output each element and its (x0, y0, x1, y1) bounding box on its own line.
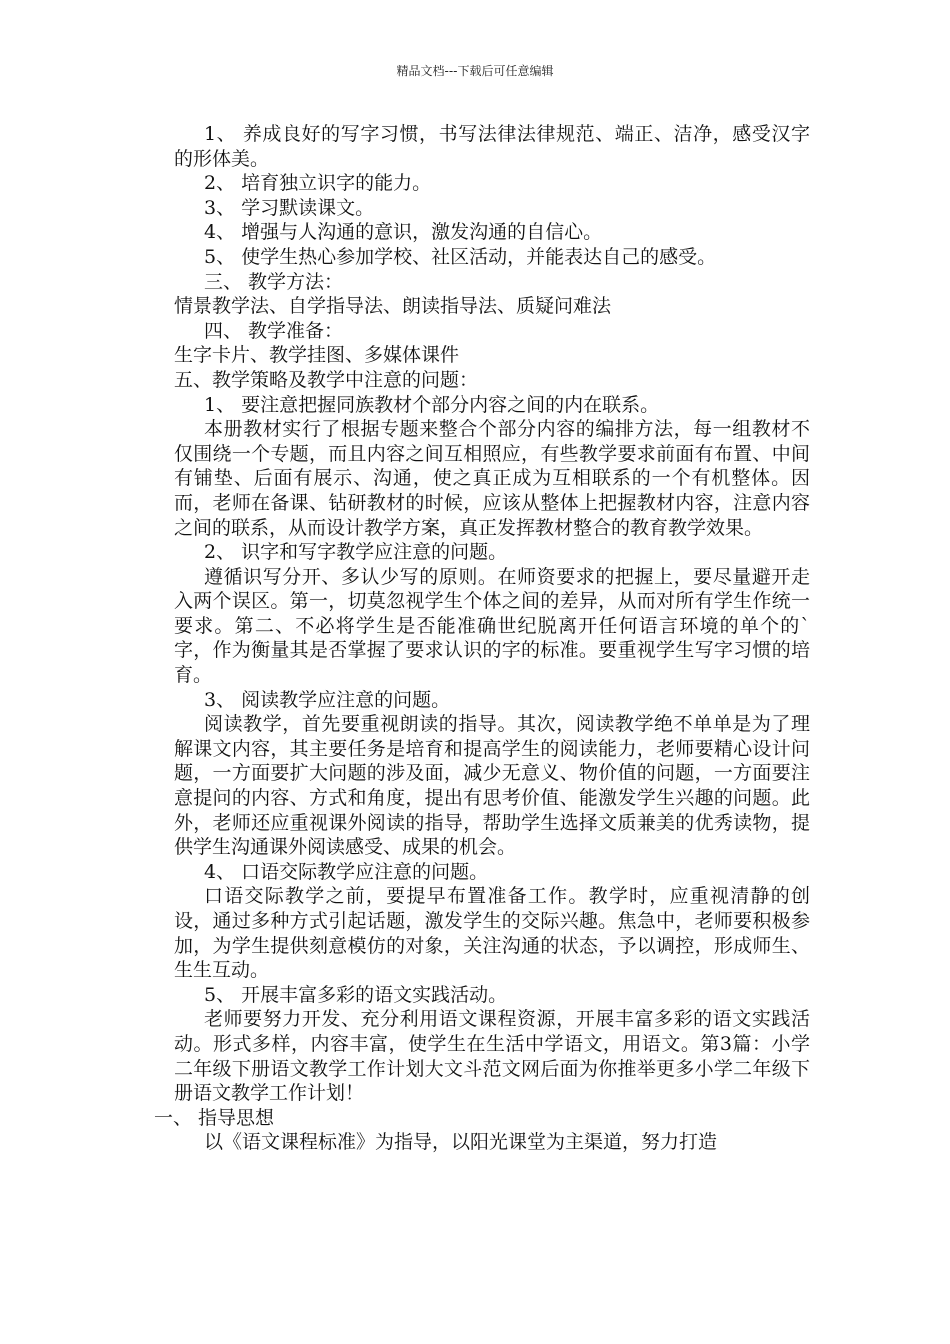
document-body (154, 122, 810, 1155)
objective-5: 5、 使学生热心参加学校、社区活动，并能表达自己的感受。 (204, 245, 717, 268)
objective-3: 3、 学习默读课文。 (204, 196, 375, 219)
strategy-4-text: 口语交际教学之前，要提早布置准备工作。教学时，应重视清静的创设，通过多种方式引起话题，激发学生的交际兴趣。焦急中，老师要积极参加，为学生提供刻意模仿的对象，关注沟通的状态，予以调控，形成师生、生生互动。 (174, 885, 810, 982)
objective-1: 1、 养成良好的写字习惯，书写法律法律规范、端正、洁净，感受汉字的形体美。 (174, 123, 810, 170)
objective-4: 4、 增强与人沟通的意识，激发沟通的自信心。 (204, 221, 603, 244)
strategy-3-heading: 3、 阅读教学应注意的问题。 (204, 688, 451, 711)
strategy-2-text: 遵循识写分开、多认少写的原则。在师资要求的把握上，要尽量避开走入两个误区。第一，切莫忽视学生个体之间的差异，从而对所有学生作统一要求。第二、不必将学生是否能准确世纪脱离开任何语言环境的单个的`字，作为衡量其是否掌握了要求认识的字的标准。要重视学生写字习惯的培育。 (174, 565, 810, 687)
guiding-ideology-text: 以《语文课程标准》为指导，以阳光课堂为主渠道，努力打造 (204, 1131, 718, 1154)
section-heading-methods: 三、 教学方法： (204, 270, 344, 293)
strategy-4-heading: 4、 口语交际教学应注意的问题。 (204, 860, 489, 883)
objective-2: 2、 培育独立识字的能力。 (204, 172, 432, 195)
strategy-5-text: 老师要努力开发、充分利用语文课程资源，开展丰富多彩的语文实践活动。形式多样，内容丰富，使学生在生活中学语文，用语文。第3篇：小学二年级下册语文教学工作计划大文斗范文网后面为你推举更多小学二年级下册语文教学工作计划！ (174, 1008, 810, 1105)
section-heading-guiding-ideology: 一、 指导思想 (154, 1106, 275, 1129)
section-heading-strategies: 五、教学策略及教学中注意的问题： (174, 368, 479, 391)
preparation-text: 生字卡片、教学挂图、多媒体课件 (174, 344, 460, 367)
page-header: 精品文档---下载后可任意编辑 (396, 64, 554, 78)
strategy-1-heading: 1、 要注意把握同族教材个部分内容之间的内在联系。 (204, 393, 660, 416)
strategy-1-text: 本册教材实行了根据专题来整合个部分内容的编排方法，每一组教材不仅围绕一个专题，而且内容之间互相照应，有些教学要求前面有布置、中间有铺垫、后面有展示、沟通，使之真正成为互相联系的一个有机整体。因而，老师在备课、钻研教材的时候，应该从整体上把握教材内容，注意内容之间的联系，从而设计教学方案，真正发挥教材整合的教育教学效果。 (174, 418, 810, 539)
strategy-5-heading: 5、 开展丰富多彩的语文实践活动。 (204, 983, 508, 1006)
section-heading-preparation: 四、 教学准备： (204, 319, 344, 342)
strategy-3-text: 阅读教学，首先要重视朗读的指导。其次，阅读教学绝不单单是为了理解课文内容，其主要任务是培育和提高学生的阅读能力，老师要精心设计问题，一方面要扩大问题的涉及面，减少无意义、物价值的问题，一方面要注意提问的内容、方式和角度，提出有思考价值、能激发学生兴趣的问题。此外，老师还应重视课外阅读的指导，帮助学生选择文质兼美的优秀读物，提供学生沟通课外阅读感受、成果的机会。 (174, 713, 810, 859)
strategy-2-heading: 2、 识字和写字教学应注意的问题。 (204, 541, 508, 564)
methods-text: 情景教学法、自学指导法、朗读指导法、质疑问难法 (174, 295, 612, 318)
